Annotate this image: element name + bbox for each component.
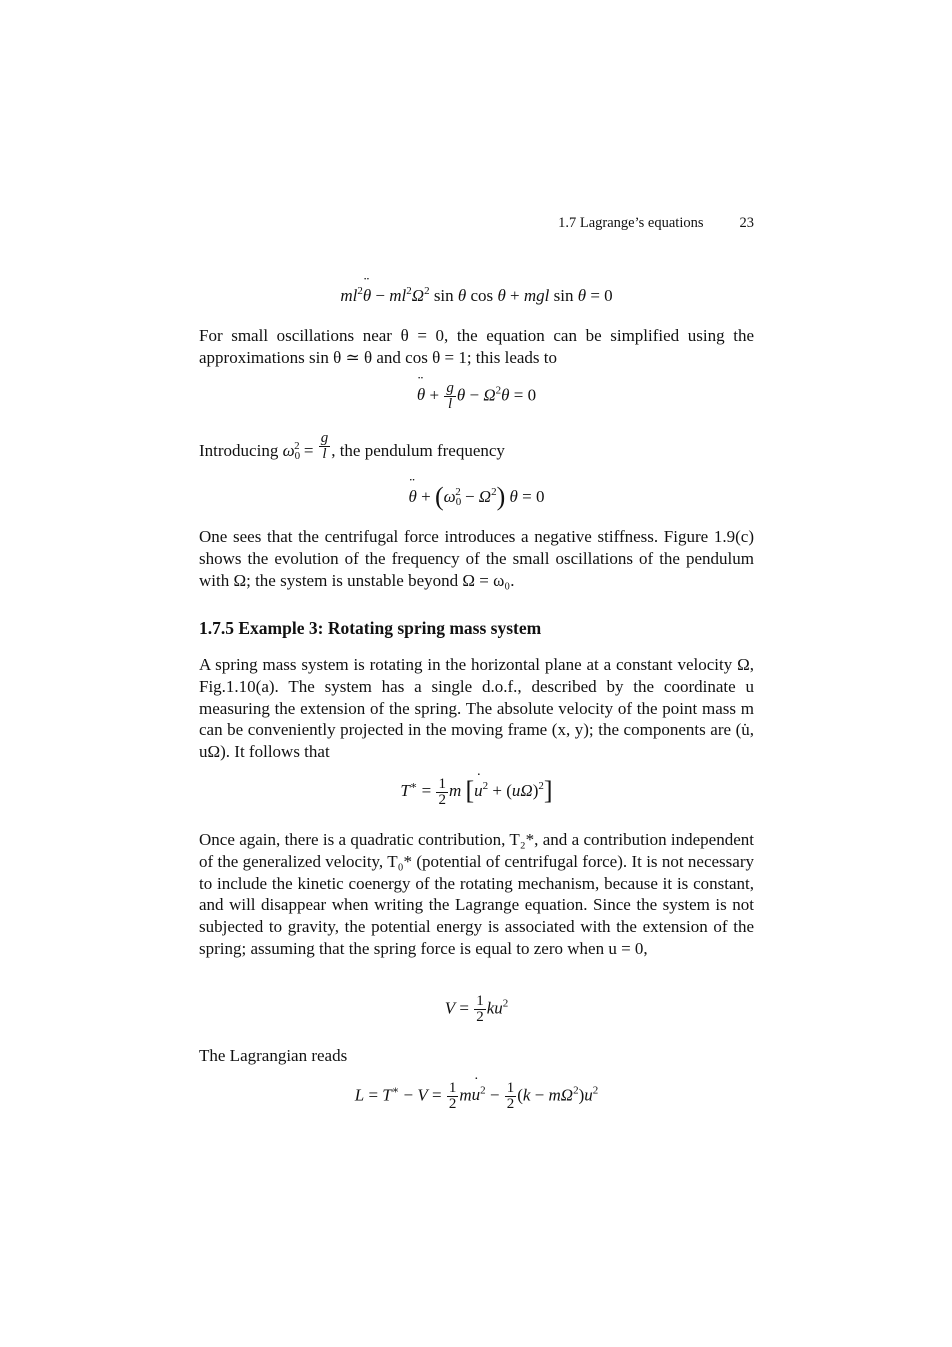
running-header: [558, 215, 754, 232]
equation-lagrangian: L = T∗ − V = $\frac{1}{2}$ m˙ $u^2$ − $\frac{1}{2}$ $(k - m\Omega^2)u^2$: [199, 1081, 754, 1112]
equation-linearized: ¨ θ + $\frac{g}{l}$ $\theta - \Omega^2\theta = 0$: [199, 381, 754, 412]
header-section: 1.7 Lagrange’s equations: [558, 215, 704, 231]
intro-lead: Introducing: [199, 441, 283, 460]
paragraph-quadratic: Once again, there is a quadratic contribution, T₂*, and a contribution independent of the generalized velocity, T₀* (potential of centrifugal force). It is not necessary to include the kinetic coenergy of the rotating mechanism, because it is constant, and will disappear when writing the Lagrange equation. Since the system is not subjected to gravity, the potential energy is associated with the extension of the spring; assuming that the spring force is equal to zero when u = 0,: [199, 830, 754, 958]
equation-kinetic-coenergy: T∗ = $\frac{1}{2}$ m [˙ $u^2 + (u\Omega)^2$]: [199, 776, 754, 808]
equation-potential-energy: V = $\frac{1}{2}$ $ku^2$: [444, 993, 509, 1025]
paragraph-centrifugal: One sees that the centrifugal force introduces a negative stiffness. Figure 1.9(c) shows the evolution of the frequency of the small oscillations of the pendulum with Ω; the system is unstable beyond Ω = ω₀.: [199, 527, 754, 590]
page-number: 23: [739, 215, 754, 231]
paragraph-introducing: Introducing $\omega_0^2$ = $\frac{g}{l}$ , the pendulum frequency: [199, 430, 505, 462]
equation-pendulum-full: $ml^2¨$ $\theta - ml^2\Omega^2$ sin θ cos θ + mgl sin θ = 0: [199, 286, 754, 306]
intro-tail: , the pendulum frequency: [331, 441, 505, 460]
equation-frequency: ¨ $\theta + (\omega_0^2 - \Omega^2) \theta = 0$: [199, 482, 754, 512]
paragraph-small-oscillations: For small oscillations near θ = 0, the equation can be simplified using the approximations sin θ ≃ θ and cos θ = 1; this leads to: [199, 326, 754, 367]
paragraph-spring-mass: A spring mass system is rotating in the horizontal plane at a constant velocity Ω, Fig.1.10(a). The system has a single d.o.f., described by the coordinate u measuring the extension of the spring. The absolute velocity of the point mass m can be conveniently projected in the moving frame (x, y); the components are (u̇, uΩ). It follows that: [199, 655, 754, 762]
section-heading: 1.7.5 Example 3: Rotating spring mass system: [199, 618, 542, 638]
paragraph-lagrangian: The Lagrangian reads: [199, 1046, 348, 1065]
